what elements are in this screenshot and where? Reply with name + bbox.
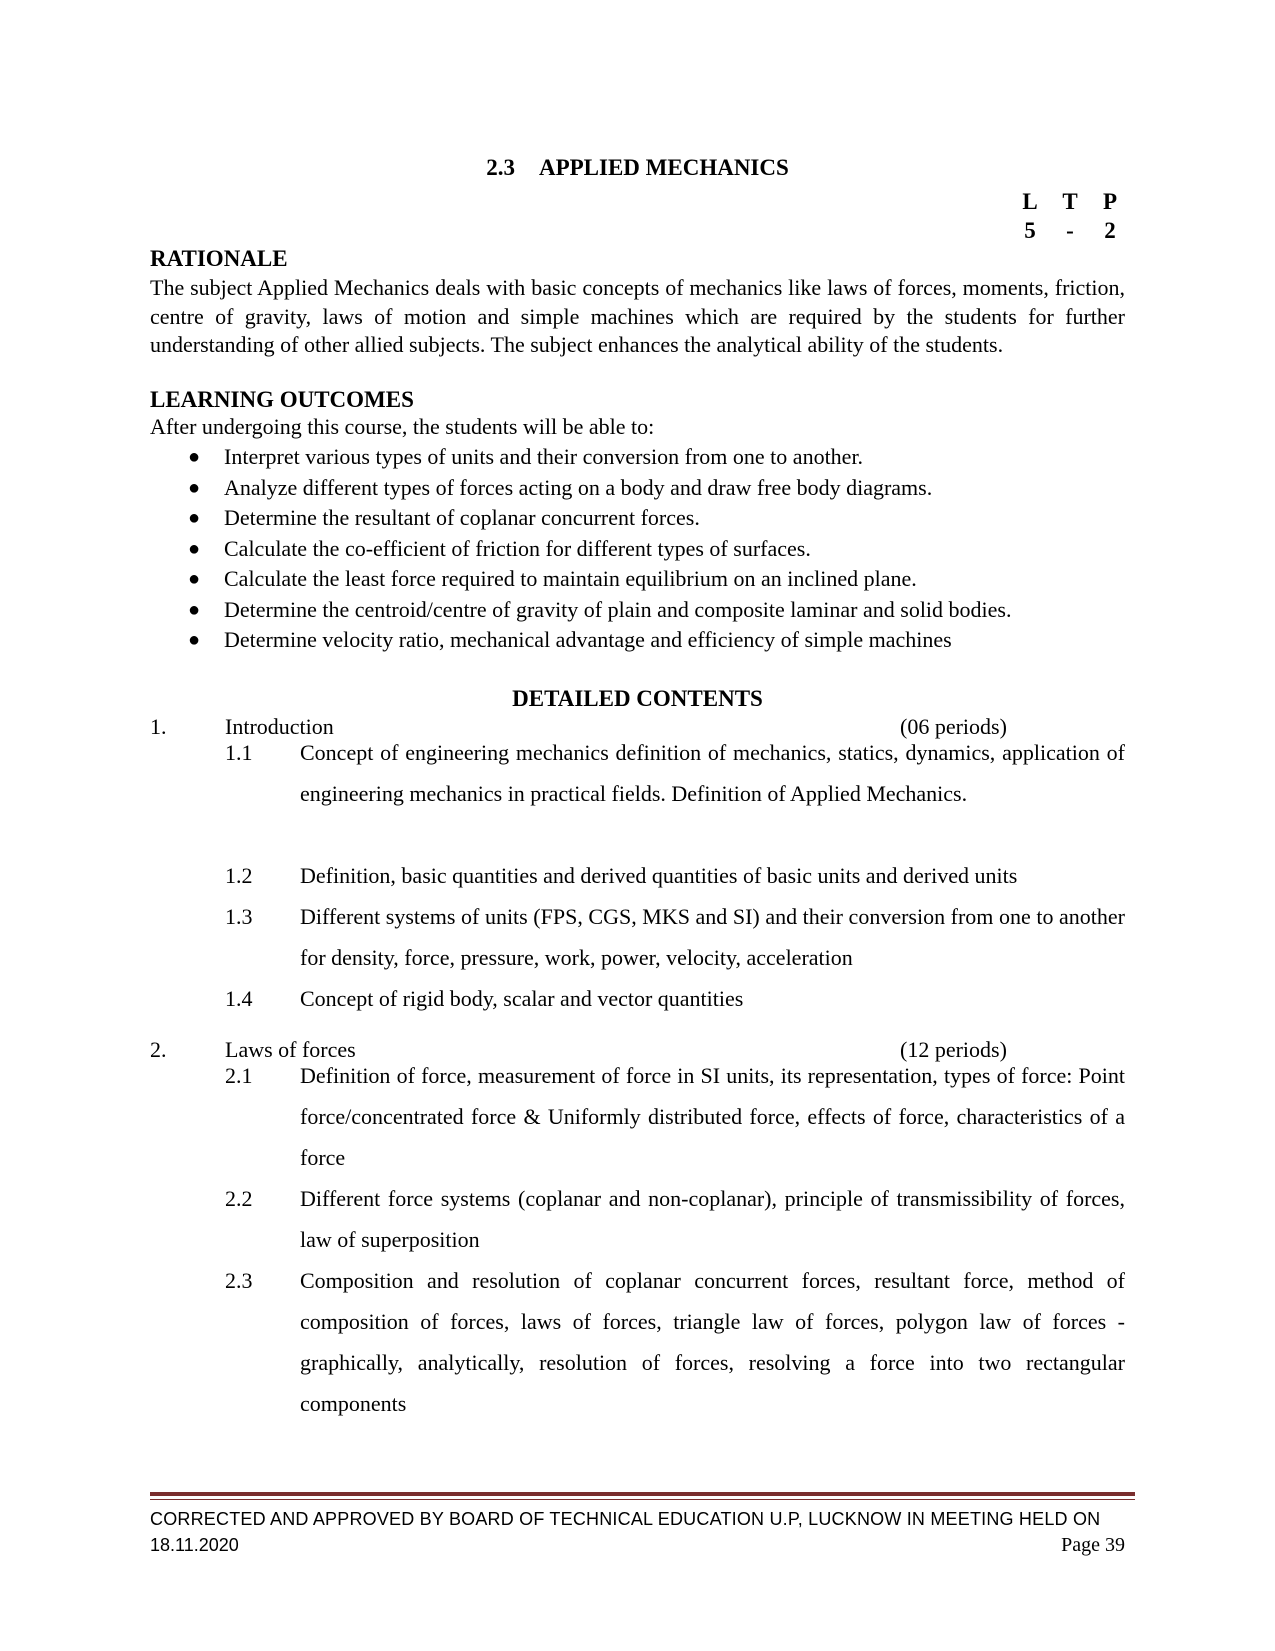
outcome-text: Calculate the co-efficient of friction for different types of surfaces. (224, 535, 811, 561)
topic-text: Different force systems (coplanar and non-coplanar), principle of transmissibility of forces, law of superposition (300, 1186, 1125, 1252)
topic-text: Different systems of units (FPS, CGS, MKS and SI) and their conversion from one to another for density, force, pressure, work, power, velocity, acceleration (300, 904, 1125, 970)
detailed-contents-heading: DETAILED CONTENTS (512, 686, 763, 711)
topic-number: 1.4 (225, 986, 253, 1011)
list-item (188, 534, 1128, 565)
bullet-icon: ● (188, 476, 201, 499)
bullet-icon: ● (188, 537, 201, 560)
ltp-value-p: 2 (1104, 218, 1116, 243)
topic-text: Definition of force, measurement of force in SI units, its representation, types of force: Point force/concentrated force & Uniformly distributed force, effects of force, characteristics of a force (300, 1063, 1125, 1170)
footer-rule-thick (150, 1492, 1135, 1496)
section-name: APPLIED MECHANICS (538, 155, 789, 180)
topic-text: Definition, basic quantities and derived quantities of basic units and derived units (300, 863, 1018, 888)
topic-number: 2.3 (225, 1268, 253, 1293)
rationale-heading: RATIONALE (150, 246, 288, 271)
topic-text: Concept of engineering mechanics definition of mechanics, statics, dynamics, application of engineering mechanics in practical fields. Definition of Applied Mechanics. (300, 740, 1125, 806)
topic-text: Concept of rigid body, scalar and vector quantities (300, 986, 744, 1011)
ltp-value-t: - (1066, 218, 1074, 243)
outcome-text: Determine the resultant of coplanar concurrent forces. (224, 505, 700, 530)
unit-number: 1. (150, 714, 167, 739)
unit-periods: (12 periods) (900, 1037, 1007, 1062)
footer-approval-line: CORRECTED AND APPROVED BY BOARD OF TECHNICAL EDUCATION U.P, LUCKNOW IN MEETING HELD ON (150, 1509, 1101, 1529)
rationale-text: The subject Applied Mechanics deals with basic concepts of mechanics like laws of forces, moments, friction, centre of gravity, laws of motion and simple machines which are required by the students for further understanding of other allied subjects. The subject enhances the analytical ability of the students. (150, 275, 1125, 357)
section-title (150, 154, 1125, 182)
footer-second-line (150, 1532, 1135, 1558)
topic-number: 2.1 (225, 1063, 253, 1088)
topic-number: 1.3 (225, 904, 253, 929)
topic-number: 1.1 (225, 740, 253, 765)
learning-outcomes-intro: After undergoing this course, the students will be able to: (150, 414, 655, 439)
learning-outcomes-list (188, 442, 1128, 656)
outcome-text: Interpret various types of units and their conversion from one to another. (224, 444, 864, 469)
topic-text: Composition and resolution of coplanar concurrent forces, resultant force, method of composition of forces, laws of forces, triangle law of forces, polygon law of forces - graphically, analytically, resolution of forces, resolving a force into two rectangular components (300, 1268, 1125, 1416)
outcome-text: Determine velocity ratio, mechanical advantage and efficiency of simple machines (224, 627, 952, 652)
bullet-icon: ● (188, 446, 201, 468)
ltp-value-l: 5 (1024, 218, 1036, 243)
bullet-icon: ● (188, 598, 201, 621)
outcome-text: Analyze different types of forces acting on a body and draw free body diagrams. (224, 474, 933, 500)
list-item (188, 564, 1128, 595)
document-page (150, 0, 1125, 1651)
section-number: 2.3 (486, 155, 515, 180)
bullet-icon: ● (188, 568, 201, 590)
list-item (188, 473, 1128, 504)
topic-number: 1.2 (225, 863, 253, 888)
list-item (188, 442, 1128, 473)
unit-periods: (06 periods) (900, 714, 1007, 739)
bullet-icon: ● (188, 507, 201, 529)
list-item (188, 595, 1128, 626)
outcome-text: Calculate the least force required to maintain equilibrium on an inclined plane. (224, 566, 917, 591)
unit-number: 2. (150, 1037, 167, 1062)
unit-title: Introduction (225, 714, 334, 739)
outcome-text: Determine the centroid/centre of gravity of plain and composite laminar and solid bodies. (224, 596, 1012, 622)
learning-outcomes-heading: LEARNING OUTCOMES (150, 387, 414, 412)
footer-date: 18.11.2020 (150, 1535, 239, 1555)
ltp-label-t: T (1062, 189, 1078, 214)
bullet-icon: ● (188, 629, 201, 651)
topic-number: 2.2 (225, 1186, 253, 1211)
unit-title: Laws of forces (225, 1037, 356, 1062)
list-item (188, 625, 1128, 656)
list-item (188, 503, 1128, 534)
footer-rule-thin (150, 1499, 1135, 1500)
ltp-label-l: L (1022, 189, 1038, 214)
page-number: Page 39 (1061, 1534, 1125, 1556)
ltp-label-p: P (1102, 189, 1118, 214)
